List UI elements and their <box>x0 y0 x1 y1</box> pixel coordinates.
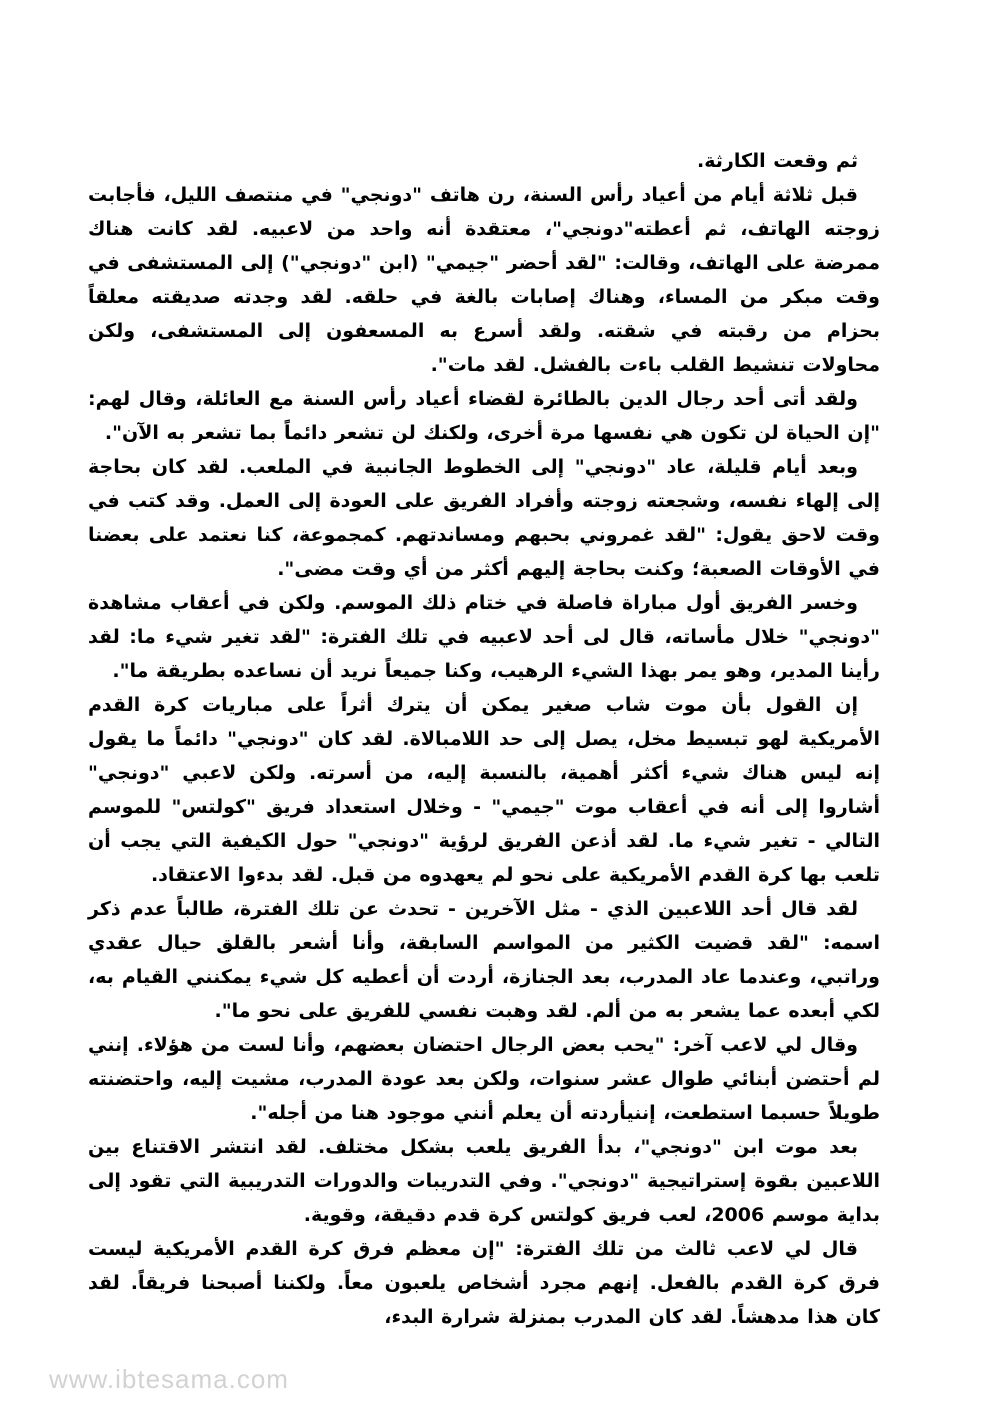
watermark: www.ibtesama.com <box>49 1364 289 1394</box>
paragraph: لقد قال أحد اللاعبين الذي - مثل الآخرين - تحدث عن تلك الفترة، طالباً عدم ذكر اسمه: "لقد قضيت الكثير من المواسم السابقة، وأنا أشعر بالقلق حيال عقدي وراتبي، وعندما عاد المدرب، بعد الجنازة، أردت أن أعطيه كل شيء يمكنني القيام به، لكي أبعده عما يشعر به من ألم. لقد وهبت نفسي للفريق على نحو ما". <box>88 898 880 1022</box>
paragraph: ثم وقعت الكارثة. <box>697 150 858 172</box>
paragraph: وخسر الفريق أول مباراة فاصلة في ختام ذلك الموسم. ولكن في أعقاب مشاهدة "دونجي" خلال مأساته، قال لى أحد لاعبيه في تلك الفترة: "لقد تغير شيء ما: لقد رأينا المدير، وهو يمر بهذا الشيء الرهيب، وكنا جميعاً نريد أن نساعده بطريقة ما". <box>88 592 880 682</box>
paragraph: وقال لي لاعب آخر: "يحب بعض الرجال احتضان بعضهم، وأنا لست من هؤلاء. إنني لم أحتضن أبنائي طوال عشر سنوات، ولكن بعد عودة المدرب، مشيت إليه، واحتضنته طويلاً حسبما استطعت، إننيأردته أن يعلم أنني موجود هنا من أجله". <box>88 1034 880 1124</box>
paragraph: قال لي لاعب ثالث من تلك الفترة: "إن معظم فرق كرة القدم الأمريكية ليست فرق كرة القدم بالفعل. إنهم مجرد أشخاص يلعبون معاً. ولكننا أصبحنا فريقاً. لقد كان هذا مدهشاً. لقد كان المدرب بمنزلة شرارة البدء، <box>88 1238 880 1328</box>
paragraph: وبعد أيام قليلة، عاد "دونجي" إلى الخطوط الجانبية في الملعب. لقد كان بحاجة إلى إلهاء نفسه، وشجعته زوجته وأفراد الفريق على العودة إلى العمل. وقد كتب في وقت لاحق يقول: "لقد غمروني بحبهم ومساندتهم. كمجموعة، كنا نعتمد على بعضنا في الأوقات الصعبة؛ وكنت بحاجة إليهم أكثر من أي وقت مضى". <box>88 456 880 580</box>
article-body <box>88 144 880 1334</box>
paragraph: بعد موت ابن "دونجي"، بدأ الفريق يلعب بشكل مختلف. لقد انتشر الاقتناع بين اللاعبين بقوة إستراتيجية "دونجي". وفي التدريبات والدورات التدريبية التي تقود إلى بداية موسم 2006، لعب فريق كولتس كرة قدم دقيقة، وقوية. <box>88 1136 880 1226</box>
paragraph: قبل ثلاثة أيام من أعياد رأس السنة، رن هاتف "دونجي" في منتصف الليل، فأجابت زوجته الهاتف، ثم أعطته"دونجي"، معتقدة أنه واحد من لاعبيه. لقد كانت هناك ممرضة على الهاتف، وقالت: "لقد أحضر "جيمي" (ابن "دونجي") إلى المستشفى في وقت مبكر من المساء، وهناك إصابات بالغة في حلقه. لقد وجدته صديقته معلقاً بحزام من رقبته في شقته. ولقد أسرع به المسعفون إلى المستشفى، ولكن محاولات تنشيط القلب باءت بالفشل. لقد مات". <box>88 184 880 376</box>
paragraph: إن القول بأن موت شاب صغير يمكن أن يترك أثراً على مباريات كرة القدم الأمريكية لهو تبسيط مخل، يصل إلى حد اللامبالاة. لقد كان "دونجي" دائماً ما يقول إنه ليس هناك شيء أكثر أهمية، بالنسبة إليه، من أسرته. ولكن لاعبي "دونجي" أشاروا إلى أنه في أعقاب موت "جيمي" - وخلال استعداد فريق "كولتس" للموسم التالي - تغير شيء ما. لقد أذعن الفريق لرؤية "دونجي" حول الكيفية التي يجب أن تلعب بها كرة القدم الأمريكية على نحو لم يعهدوه من قبل. لقد بدءوا الاعتقاد. <box>88 694 880 886</box>
paragraph: ولقد أتى أحد رجال الدين بالطائرة لقضاء أعياد رأس السنة مع العائلة، وقال لهم: "إن الحياة لن تكون هي نفسها مرة أخرى، ولكنك لن تشعر دائماً بما تشعر به الآن". <box>88 388 880 444</box>
